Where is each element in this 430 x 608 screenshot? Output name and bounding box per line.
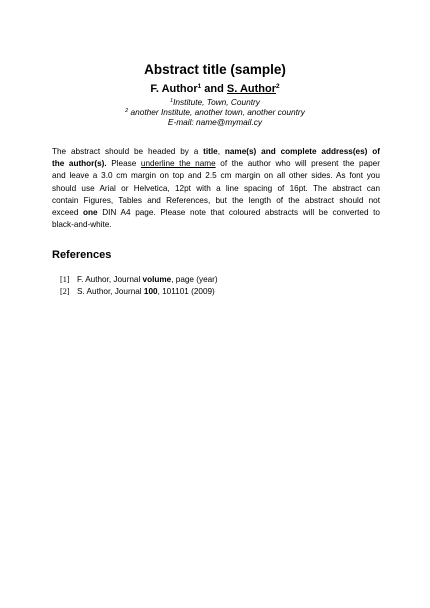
author-2-affiliation-mark: 2 — [276, 83, 280, 90]
abstract-line-3: and leave a 3.0 cm margin on top and 2.5 cm margin on all other sides. As font you — [52, 171, 380, 181]
reference-volume: volume — [142, 275, 172, 284]
reference-text: S. Author, Journal — [77, 287, 144, 296]
abstract-line-2 — [52, 158, 380, 170]
author-1-affiliation-mark: 1 — [197, 83, 202, 90]
abstract-line-6 — [52, 207, 380, 219]
affiliation-1 — [0, 97, 430, 107]
abstract-line-5: contain Figures, Tables and References, but the length of the abstract should not — [52, 195, 380, 205]
author-line — [0, 82, 430, 96]
abstract-bold-authors: the author(s). — [52, 159, 107, 169]
references-heading: References — [52, 249, 112, 261]
abstract-line-1 — [52, 146, 380, 158]
reference-item — [60, 274, 218, 285]
reference-text: F. Author, Journal — [77, 275, 143, 284]
author-conjunction: and — [204, 83, 224, 95]
reference-number: [2] — [60, 287, 70, 296]
abstract-bold-names: name(s) and complete address(es) of — [224, 147, 380, 156]
affiliation-2-text: another Institute, another town, another country — [130, 107, 305, 117]
affiliation-1-text: Institute, Town, Country — [173, 97, 260, 107]
abstract-text: exceed — [52, 208, 84, 218]
contact-email: E-mail: name@mymail.cy — [167, 117, 263, 127]
abstract-text: The abstract should be headed by a — [52, 147, 204, 156]
abstract-line-4: should use Arial or Helvetica, 12pt with a line spacing of 16pt. The abstract can — [52, 183, 380, 193]
abstract-text: , — [217, 147, 225, 156]
abstract-text: DIN A4 page. Please note that coloured abstracts will be converted to — [97, 208, 380, 218]
reference-number: [1] — [60, 275, 70, 284]
abstract-body — [52, 146, 380, 231]
author-1-name: F. Author — [150, 83, 198, 95]
reference-item — [60, 286, 215, 297]
reference-volume: 100 — [143, 287, 158, 296]
abstract-text: Please — [106, 159, 141, 169]
abstract-line-7: black-and-white. — [52, 220, 112, 230]
author-2-name: S. Author — [226, 83, 277, 95]
affiliation-2 — [0, 107, 430, 117]
affiliation-2-mark: 2 — [125, 108, 129, 114]
abstract-bold-one: one — [83, 208, 98, 218]
abstract-bold-title: title — [203, 147, 218, 156]
abstract-text: of the author who will present the paper — [215, 159, 380, 169]
affiliation-1-mark: 1 — [170, 98, 174, 104]
abstract-title: Abstract title (sample) — [144, 62, 286, 77]
reference-text: , page (year) — [171, 275, 218, 284]
reference-text: , 101101 (2009) — [157, 287, 215, 296]
abstract-underline: underline the name — [140, 159, 216, 169]
